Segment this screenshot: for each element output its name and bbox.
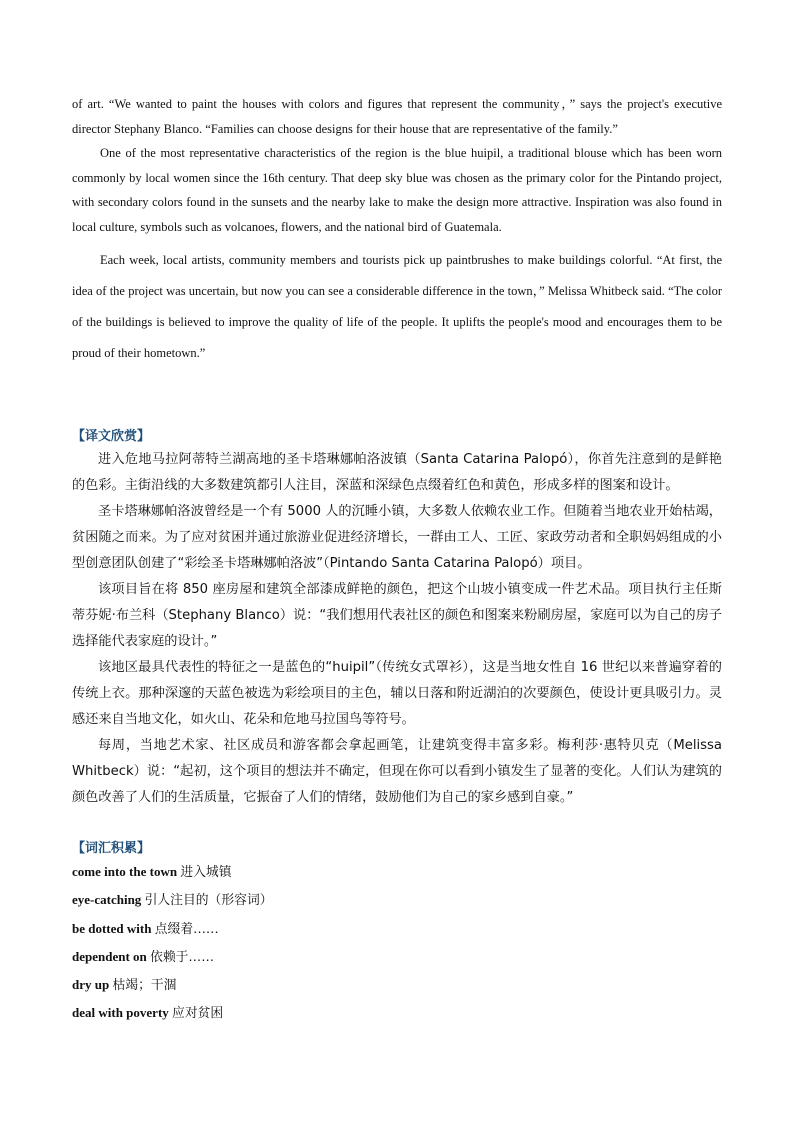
chinese-paragraph-5: 每周，当地艺术家、社区成员和游客都会拿起画笔，让建筑变得丰富多彩。梅利莎·惠特贝克（Melissa Whitbeck）说：“起初，这个项目的想法并不确定，但现在你可以看到小镇发生了显著的变化。人们认为建筑的颜色改善了人们的生活质量，它振奋了人们的情绪，鼓励他们为自己的家乡感到自豪。” xyxy=(72,738,722,805)
vocab-item xyxy=(72,915,722,943)
vocab-meaning: 引人注目的（形容词） xyxy=(144,893,273,909)
english-paragraph-1: of art. “We wanted to paint the houses with colors and figures that represent the community，” says the project's executive director Stephany Blanco. “Families can choose designs for their house that are representative of the family.” xyxy=(72,97,722,136)
vocab-term: come into the town xyxy=(72,864,178,879)
chinese-paragraph-4: 该地区最具代表性的特征之一是蓝色的“huipil”（传统女式罩衫），这是当地女性自 16 世纪以来普遍穿着的传统上衣。那种深邃的天蓝色被选为彩绘项目的主色，辅以日落和附近湖泊的次要颜色，使设计更具吸引力。灵感还来自当地文化，如火山、花朵和危地马拉国鸟等符号。 xyxy=(72,660,722,727)
vocab-term: dependent on xyxy=(72,948,147,964)
vocab-heading: 【词汇积累】 xyxy=(72,841,151,856)
chinese-paragraph-3: 该项目旨在将 850 座房屋和建筑全部漆成鲜艳的颜色，把这个山坡小镇变成一件艺术品。项目执行主任斯蒂芬妮·布兰科（Stephany Blanco）说：“我们想用代表社区的颜色和图案来粉刷房屋，家庭可以为自己的房子选择能代表家庭的设计。” xyxy=(72,582,722,649)
vocab-item xyxy=(72,886,722,914)
translation-heading: 【译文欣赏】 xyxy=(72,429,151,444)
chinese-translation xyxy=(72,447,722,811)
english-paragraph-3: Each week, local artists, community members and tourists pick up paintbrushes to make buildings colorful. “At first, the idea of the project was uncertain, but now you can see a considerable difference in the town，” Melissa Whitbeck said. “The color of the buildings is believed to improve the quality of life of the people. It uplifts the people's mood and encourages them to be proud of their hometown.” xyxy=(72,253,722,360)
vocab-term: dry up xyxy=(72,977,110,993)
vocab-term: eye-catching xyxy=(72,892,142,908)
vocab-meaning: 应对贫困 xyxy=(172,1006,224,1022)
vocab-meaning: 点缀着…… xyxy=(154,921,219,937)
chinese-paragraph-2: 圣卡塔琳娜帕洛波曾经是一个有 5000 人的沉睡小镇，大多数人依赖农业工作。但随着当地农业开始枯竭，贫困随之而来。为了应对贫困并通过旅游业促进经济增长，一群由工人、工匠、家政劳动者和全职妈妈组成的小型创意团队创建了“彩绘圣卡塔琳娜帕洛波”（Pintando Santa Catarina Palopó）项目。 xyxy=(72,504,722,571)
vocab-list xyxy=(72,858,722,1028)
vocab-item xyxy=(72,999,722,1027)
english-passage xyxy=(72,92,722,369)
vocab-item xyxy=(72,943,722,971)
vocab-item xyxy=(72,971,722,999)
vocab-item xyxy=(72,858,722,886)
vocab-term: be dotted with xyxy=(72,920,152,936)
chinese-paragraph-1: 进入危地马拉阿蒂特兰湖高地的圣卡塔琳娜帕洛波镇（Santa Catarina Palopó），你首先注意到的是鲜艳的色彩。主街沿线的大多数建筑都引人注目，深蓝和深绿色点缀着红色和黄色，形成多样的图案和设计。 xyxy=(72,452,722,493)
english-paragraph-2: One of the most representative characteristics of the region is the blue huipil, a traditional blouse which has been worn commonly by local women since the 16th century. That deep sky blue was chosen as the primary color for the Pintando project, with secondary colors found in the sunsets and the nearby lake to make the design more attractive. Inspiration was also found in local culture, symbols such as volcanoes, flowers, and the national bird of Guatemala. xyxy=(72,146,722,234)
vocab-meaning: 进入城镇 xyxy=(180,865,232,880)
vocab-meaning: 依赖于…… xyxy=(150,949,215,965)
vocab-meaning: 枯竭；干涸 xyxy=(112,978,177,994)
vocab-term: deal with poverty xyxy=(72,1005,169,1021)
